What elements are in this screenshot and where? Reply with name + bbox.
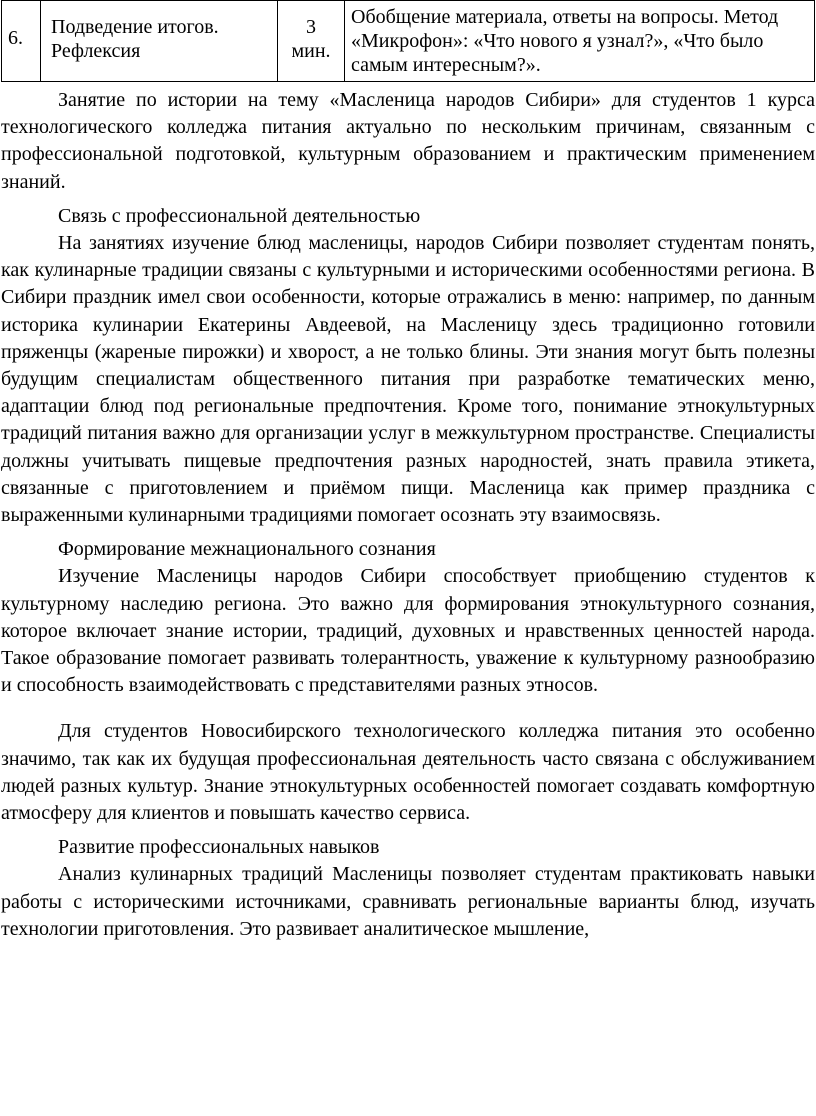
body-paragraph: Анализ кулинарных традиций Масленицы позволяет студентам практиковать навыки работы с историческими источниками, сравнивать региональные варианты блюд, изучать технологии приготовления. Это развивает аналитическое мышление, (1, 863, 815, 940)
table-row (2, 1, 815, 82)
body-paragraph: На занятиях изучение блюд масленицы, народов Сибири позволяет студентам понять, как кулинарные традиции связаны с культурными и историческими особенностями региона. В Сибири праздник имел свои особенности, которые отражались в меню: например, по данным историка кулинарии Екатерины Авдеевой, на Масленицу здесь традиционно готовили пряженцы (жареные пирожки) и хворост, а не только блины. Эти знания могут быть полезны будущим специалистам общественного питания при разработке тематических меню, адаптации блюд под региональные предпочтения. Кроме того, понимание этнокультурных традиций питания важно для организации услуг в межкультурном пространстве. Специалисты должны учитывать пищевые предпочтения разных народностей, знать правила этикета, связанные с приготовлением и приёмом пищи. Масленица как пример праздника с выраженными кулинарными традициями помогает осознать эту взаимосвязь. (1, 232, 815, 527)
document-body (1, 87, 815, 943)
body-paragraph: Для студентов Новосибирского технологического колледжа питания это особенно значимо, так как их будущая профессиональная деятельность часто связана с обслуживанием людей разных культур. Знание этнокультурных особенностей помогает создавать комфортную атмосферу для клиентов и повышать качество сервиса. (1, 720, 815, 825)
section-heading: Развитие профессиональных навыков (58, 836, 380, 859)
lesson-plan-table (1, 0, 815, 82)
stage-number-cell: 6. (2, 1, 41, 82)
intro-paragraph: Занятие по истории на тему «Масленица народов Сибири» для студентов 1 курса технологического колледжа питания актуально по нескольким причинам, связанным с профессиональной подготовкой, культурным образованием и практическим применением знаний. (1, 89, 815, 193)
body-paragraph: Изучение Масленицы народов Сибири способствует приобщению студентов к культурному наследию региона. Это важно для формирования этнокультурного сознания, которое включает знание истории, традиций, духовных и нравственных ценностей народа. Такое образование помогает развивать толерантность, уважение к культурному разнообразию и способность взаимодействовать с представителями разных этносов. (1, 565, 815, 697)
section-heading: Формирование межнационального сознания (58, 538, 436, 561)
stage-name-cell: Подведение итогов. Рефлексия (41, 1, 278, 82)
stage-content-cell: Обобщение материала, ответы на вопросы. Метод «Микрофон»: «Что нового я узнал?», «Что было самым интересным?». (345, 1, 815, 82)
section-heading: Связь с профессиональной деятельностью (58, 204, 421, 227)
stage-time-cell: 3 мин. (278, 1, 345, 82)
